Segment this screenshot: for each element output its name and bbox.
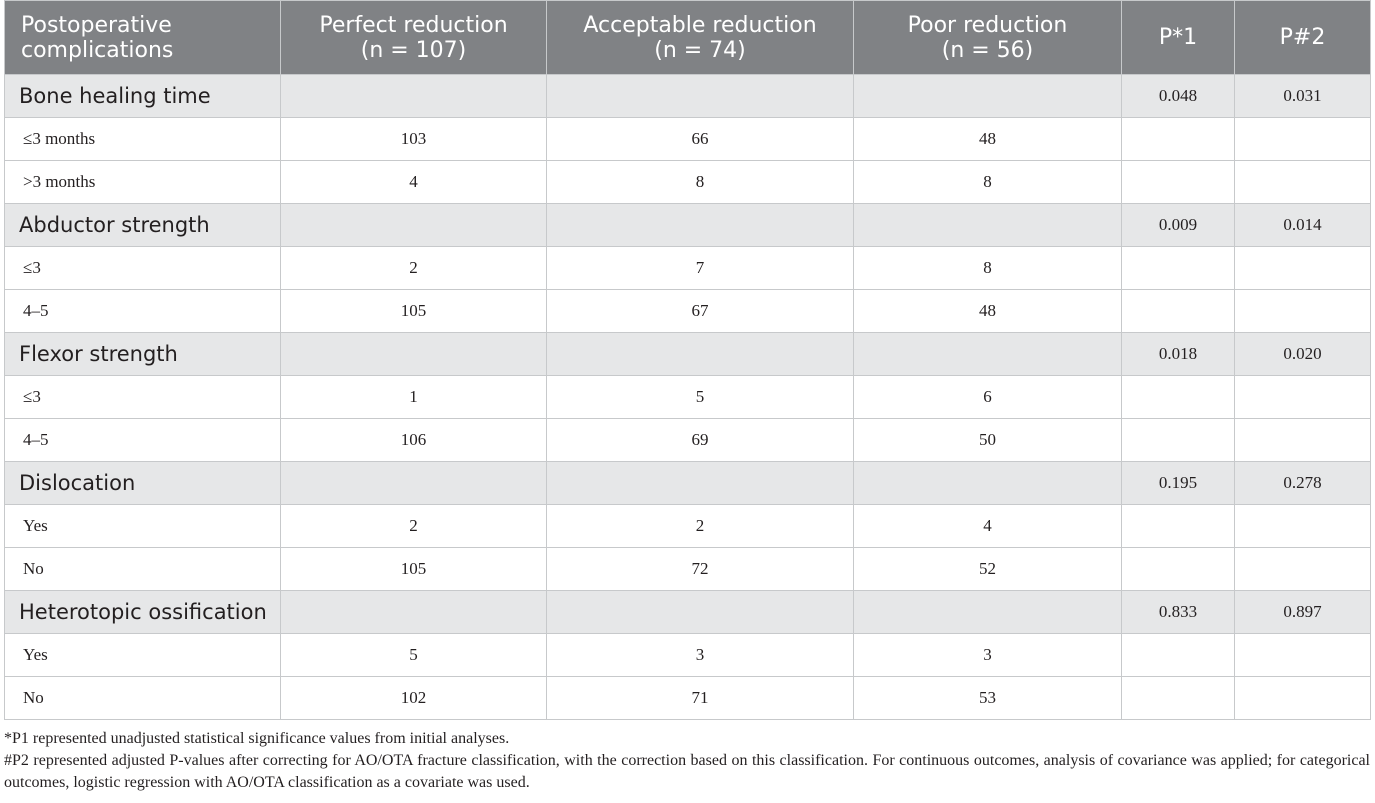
header-poor-reduction: [854, 1, 1122, 75]
p1-value: 0.195: [1122, 462, 1235, 505]
section-empty-cell: [281, 333, 547, 376]
acceptable-count: 7: [547, 247, 854, 290]
header-col0-text: Postoperative complications: [21, 12, 174, 63]
section-label: Bone healing time: [5, 75, 281, 118]
poor-count: 8: [854, 247, 1122, 290]
row-label: No: [5, 548, 281, 591]
header-acceptable-reduction: [547, 1, 854, 75]
perfect-count: 105: [281, 548, 547, 591]
section-empty-cell: [854, 204, 1122, 247]
section-label: Dislocation: [5, 462, 281, 505]
header-perfect-reduction: [281, 1, 547, 75]
empty-cell: [1122, 505, 1235, 548]
row-label: Yes: [5, 505, 281, 548]
section-row-heterotopic-ossification: [5, 591, 1371, 634]
section-empty-cell: [547, 75, 854, 118]
section-empty-cell: [281, 75, 547, 118]
section-empty-cell: [281, 204, 547, 247]
row-label: ≤3: [5, 376, 281, 419]
section-row-flexor-strength: [5, 333, 1371, 376]
p2-value: 0.278: [1235, 462, 1371, 505]
section-empty-cell: [547, 462, 854, 505]
empty-cell: [1235, 376, 1371, 419]
poor-count: 4: [854, 505, 1122, 548]
p1-value: 0.009: [1122, 204, 1235, 247]
header-row: [5, 1, 1371, 75]
empty-cell: [1122, 634, 1235, 677]
section-row-abductor-strength: [5, 204, 1371, 247]
section-empty-cell: [854, 75, 1122, 118]
empty-cell: [1122, 118, 1235, 161]
perfect-count: 4: [281, 161, 547, 204]
header-p2: [1235, 1, 1371, 75]
section-label: Heterotopic ossification: [5, 591, 281, 634]
footnote-p1: *P1 represented unadjusted statistical significance values from initial analyses.: [4, 730, 510, 747]
perfect-count: 5: [281, 634, 547, 677]
section-empty-cell: [547, 204, 854, 247]
empty-cell: [1122, 247, 1235, 290]
section-label: Abductor strength: [5, 204, 281, 247]
header-poor-title: Poor reduction: [907, 12, 1068, 38]
table-row: [5, 161, 1371, 204]
poor-count: 3: [854, 634, 1122, 677]
section-empty-cell: [281, 591, 547, 634]
section-empty-cell: [547, 591, 854, 634]
empty-cell: [1235, 505, 1371, 548]
header-p1: [1122, 1, 1235, 75]
header-p2-text: P#2: [1279, 25, 1326, 50]
header-acceptable-title: Acceptable reduction: [583, 12, 817, 38]
section-empty-cell: [547, 333, 854, 376]
p1-value: 0.048: [1122, 75, 1235, 118]
complications-table: [4, 0, 1371, 720]
header-p1-text: P*1: [1158, 25, 1198, 50]
poor-count: 52: [854, 548, 1122, 591]
acceptable-count: 66: [547, 118, 854, 161]
empty-cell: [1122, 376, 1235, 419]
perfect-count: 103: [281, 118, 547, 161]
section-label: Flexor strength: [5, 333, 281, 376]
p2-value: 0.031: [1235, 75, 1371, 118]
table-row: [5, 376, 1371, 419]
empty-cell: [1122, 290, 1235, 333]
section-empty-cell: [854, 462, 1122, 505]
empty-cell: [1235, 419, 1371, 462]
perfect-count: 106: [281, 419, 547, 462]
empty-cell: [1122, 548, 1235, 591]
acceptable-count: 69: [547, 419, 854, 462]
empty-cell: [1235, 118, 1371, 161]
acceptable-count: 3: [547, 634, 854, 677]
acceptable-count: 67: [547, 290, 854, 333]
empty-cell: [1122, 677, 1235, 720]
perfect-count: 105: [281, 290, 547, 333]
table-row: [5, 290, 1371, 333]
perfect-count: 2: [281, 247, 547, 290]
table-row: [5, 247, 1371, 290]
acceptable-count: 5: [547, 376, 854, 419]
row-label: 4–5: [5, 290, 281, 333]
perfect-count: 102: [281, 677, 547, 720]
acceptable-count: 8: [547, 161, 854, 204]
empty-cell: [1235, 161, 1371, 204]
table-footnotes: [4, 728, 1370, 794]
header-perfect-title: Perfect reduction: [319, 12, 508, 38]
poor-count: 48: [854, 290, 1122, 333]
table-row: [5, 505, 1371, 548]
row-label: ≤3: [5, 247, 281, 290]
section-empty-cell: [854, 333, 1122, 376]
p1-value: 0.833: [1122, 591, 1235, 634]
row-label: >3 months: [5, 161, 281, 204]
row-label: Yes: [5, 634, 281, 677]
empty-cell: [1235, 290, 1371, 333]
row-label: No: [5, 677, 281, 720]
header-acceptable-n: (n = 74): [654, 37, 746, 63]
table-row: [5, 419, 1371, 462]
p2-value: 0.897: [1235, 591, 1371, 634]
poor-count: 53: [854, 677, 1122, 720]
empty-cell: [1122, 419, 1235, 462]
perfect-count: 1: [281, 376, 547, 419]
empty-cell: [1235, 677, 1371, 720]
acceptable-count: 71: [547, 677, 854, 720]
header-postoperative-complications: [5, 1, 281, 75]
poor-count: 8: [854, 161, 1122, 204]
acceptable-count: 2: [547, 505, 854, 548]
section-empty-cell: [281, 462, 547, 505]
empty-cell: [1235, 247, 1371, 290]
footnote-p2: #P2 represented adjusted P-values after correcting for AO/OTA fracture classification, with the correction based on this classification. For continuous outcomes, analysis of covariance was applied; for categorical outcomes, logistic regression with AO/OTA classification as a covariate was used.: [4, 752, 1370, 791]
section-row-bone-healing-time: [5, 75, 1371, 118]
poor-count: 48: [854, 118, 1122, 161]
section-empty-cell: [854, 591, 1122, 634]
poor-count: 6: [854, 376, 1122, 419]
p1-value: 0.018: [1122, 333, 1235, 376]
empty-cell: [1235, 548, 1371, 591]
p2-value: 0.020: [1235, 333, 1371, 376]
header-poor-n: (n = 56): [941, 37, 1034, 63]
perfect-count: 2: [281, 505, 547, 548]
row-label: ≤3 months: [5, 118, 281, 161]
empty-cell: [1122, 161, 1235, 204]
poor-count: 50: [854, 419, 1122, 462]
section-row-dislocation: [5, 462, 1371, 505]
table-row: [5, 548, 1371, 591]
table-row: [5, 634, 1371, 677]
header-perfect-n: (n = 107): [360, 37, 467, 63]
table-row: [5, 118, 1371, 161]
empty-cell: [1235, 634, 1371, 677]
table-row: [5, 677, 1371, 720]
acceptable-count: 72: [547, 548, 854, 591]
row-label: 4–5: [5, 419, 281, 462]
p2-value: 0.014: [1235, 204, 1371, 247]
